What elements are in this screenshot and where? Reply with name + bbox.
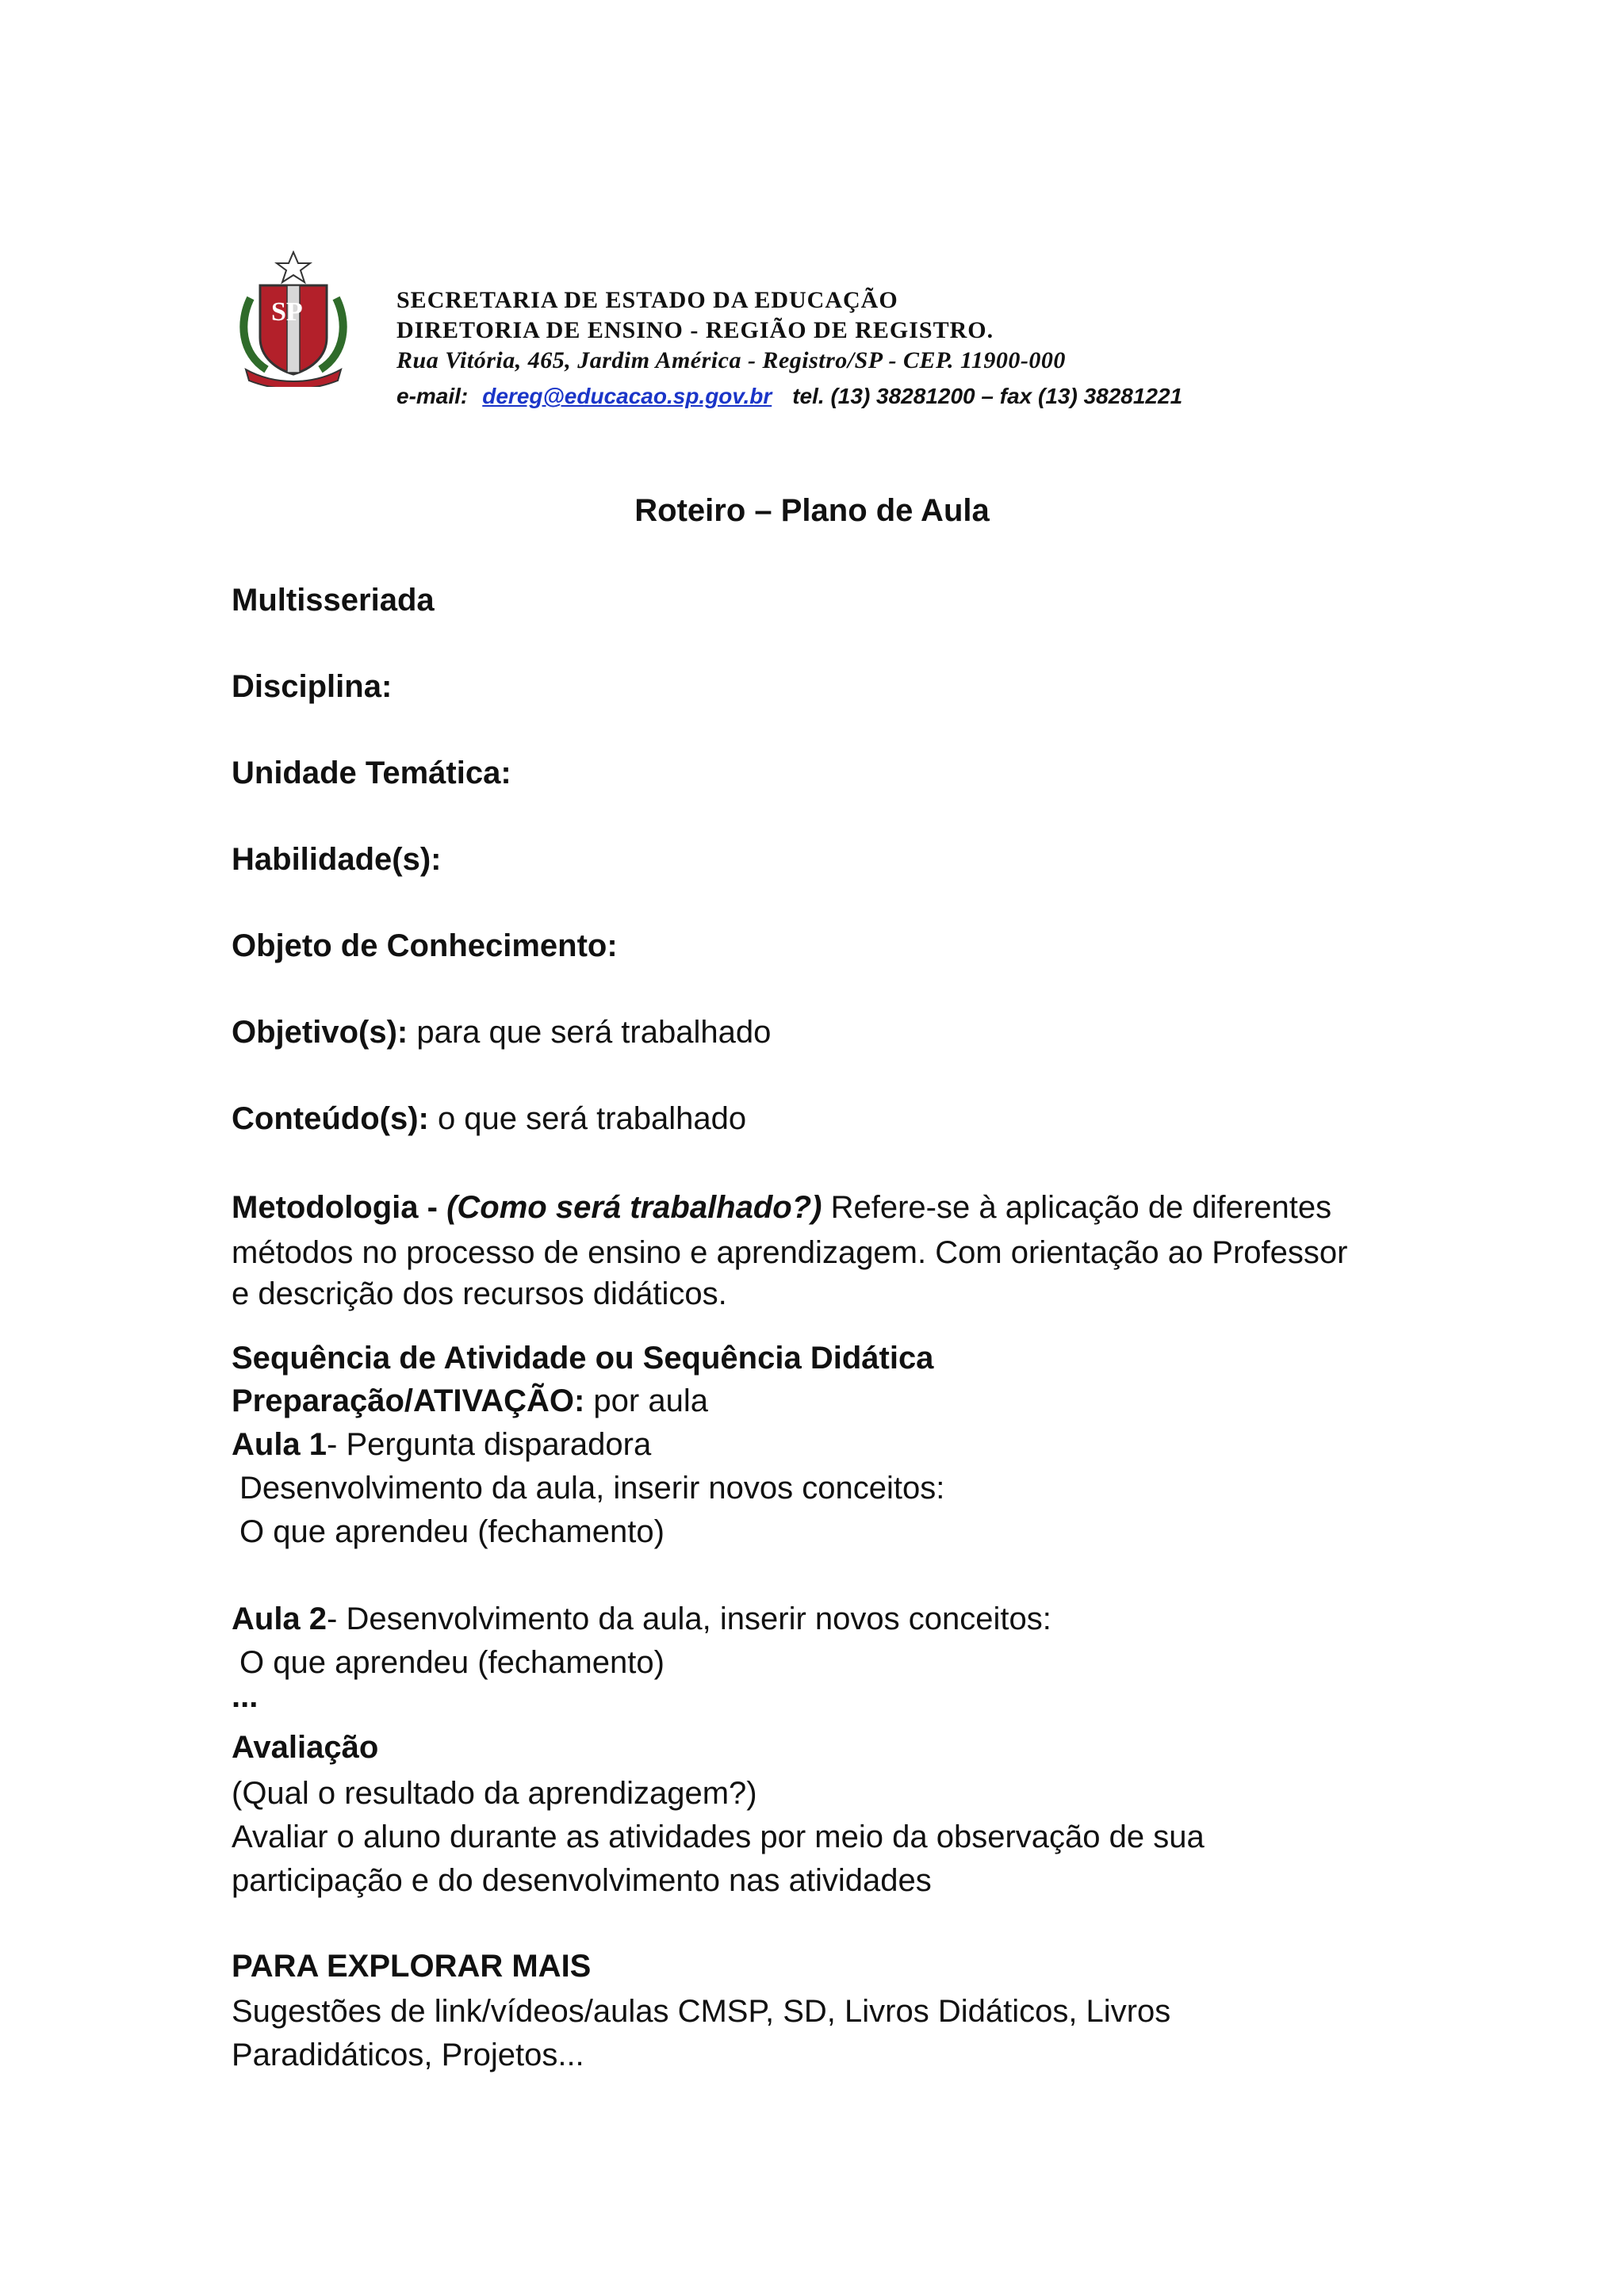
metodologia-text-1: Refere-se à aplicação de diferentes xyxy=(822,1190,1332,1225)
metodologia-line-2: métodos no processo de ensino e aprendizagem. Com orientação ao Professor xyxy=(232,1235,1348,1270)
sp-coat-of-arms-logo xyxy=(235,251,352,387)
crest-letters: SP xyxy=(271,297,303,327)
letterhead-secretaria: SECRETARIA DE ESTADO DA EDUCAÇÃO xyxy=(396,287,898,313)
field-habilidades: Habilidade(s): xyxy=(232,842,442,877)
metodologia-line-3: e descrição dos recursos didáticos. xyxy=(232,1276,727,1311)
aula2-text: - Desenvolvimento da aula, inserir novos conceitos: xyxy=(327,1601,1051,1636)
aula2-line xyxy=(232,1603,1051,1635)
metodologia-question: (Como será trabalhado?) xyxy=(446,1190,822,1225)
metodologia-line-1 xyxy=(232,1192,1331,1223)
field-objetivos xyxy=(232,1016,771,1048)
aula2-fechamento: O que aprendeu (fechamento) xyxy=(239,1645,665,1680)
aula2-label: Aula 2 xyxy=(232,1601,327,1636)
document-title: Roteiro – Plano de Aula xyxy=(634,493,990,528)
preparacao-text: por aula xyxy=(584,1383,708,1418)
explorar-heading: PARA EXPLORAR MAIS xyxy=(232,1949,592,1984)
field-disciplina: Disciplina: xyxy=(232,669,393,704)
field-multisseriada: Multisseriada xyxy=(232,583,435,618)
letterhead-address: Rua Vitória, 465, Jardim América - Registro/SP - CEP. 11900-000 xyxy=(396,347,1066,373)
field-conteudos xyxy=(232,1103,746,1135)
aula1-line xyxy=(232,1429,651,1460)
explorar-text-1: Sugestões de link/vídeos/aulas CMSP, SD, Livros Didáticos, Livros xyxy=(232,1994,1171,2029)
field-objeto-conhecimento: Objeto de Conhecimento: xyxy=(232,928,618,963)
metodologia-label: Metodologia - xyxy=(232,1190,447,1225)
preparacao-line xyxy=(232,1385,708,1417)
preparacao-label: Preparação/ATIVAÇÃO: xyxy=(232,1383,585,1418)
sequencia-heading: Sequência de Atividade ou Sequência Didática xyxy=(232,1341,934,1376)
avaliacao-heading: Avaliação xyxy=(232,1730,379,1765)
field-unidade-tematica: Unidade Temática: xyxy=(232,756,511,790)
avaliacao-text-1: Avaliar o aluno durante as atividades por meio da observação de sua xyxy=(232,1820,1205,1854)
letterhead-contact xyxy=(396,384,1182,409)
ellipsis: ... xyxy=(232,1679,259,1714)
avaliacao-question: (Qual o resultado da aprendizagem?) xyxy=(232,1776,757,1811)
conteudos-text: o que será trabalhado xyxy=(428,1101,747,1136)
email-link[interactable]: dereg@educacao.sp.gov.br xyxy=(482,384,772,408)
objetivos-label: Objetivo(s): xyxy=(232,1015,408,1050)
explorar-text-2: Paradidáticos, Projetos... xyxy=(232,2038,584,2072)
avaliacao-text-2: participação e do desenvolvimento nas atividades xyxy=(232,1863,932,1898)
phone-fax: tel. (13) 38281200 – fax (13) 38281221 xyxy=(792,384,1183,408)
aula1-label: Aula 1 xyxy=(232,1427,327,1462)
conteudos-label: Conteúdo(s): xyxy=(232,1101,429,1136)
aula1-fechamento: O que aprendeu (fechamento) xyxy=(239,1514,665,1549)
letterhead-diretoria: DIRETORIA DE ENSINO - REGIÃO DE REGISTRO. xyxy=(396,317,994,343)
aula1-desenvolvimento: Desenvolvimento da aula, inserir novos conceitos: xyxy=(239,1471,945,1506)
aula1-text: - Pergunta disparadora xyxy=(327,1427,652,1462)
email-label: e-mail: xyxy=(396,384,469,408)
objetivos-text: para que será trabalhado xyxy=(408,1015,772,1050)
